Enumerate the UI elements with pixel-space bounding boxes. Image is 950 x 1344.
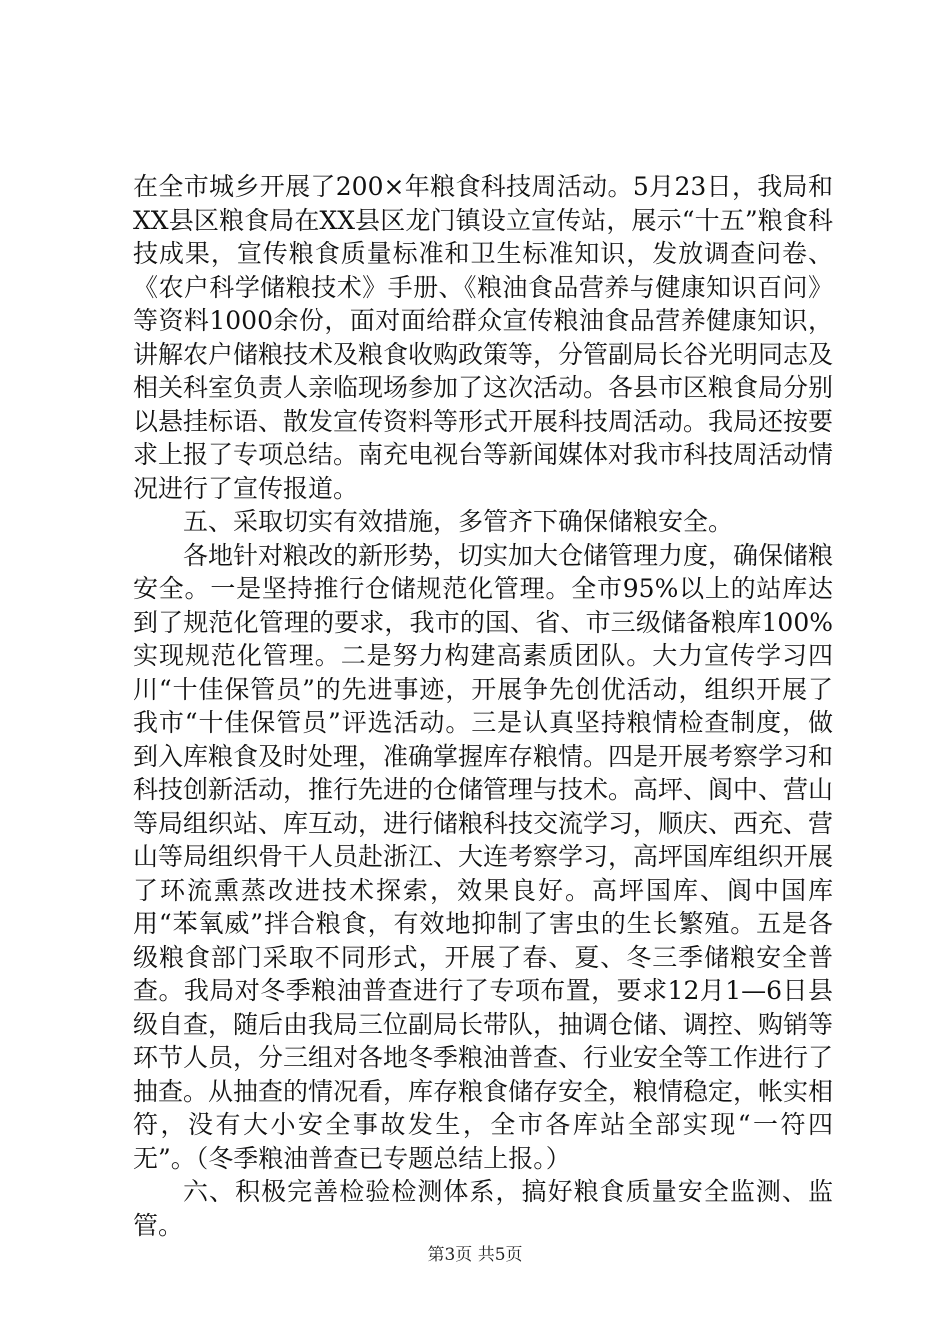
heading-section-six: 六、积极完善检验检测体系，搞好粮食质量安全监测、监管。 (133, 1177, 833, 1240)
page-number-footer: 第3页 共5页 (427, 1245, 523, 1265)
document-body (133, 170, 833, 1242)
heading-section-five: 五、采取切实有效措施，多管齐下确保储粮安全。 (183, 507, 734, 536)
paragraph-storage-safety: 各地针对粮改的新形势，切实加大仓储管理力度，确保储粮安全。一是坚持推行仓储规范化管理。全市95%以上的站库达到了规范化管理的要求，我市的国、省、市三级储备粮库100%实现规范化管理。二是努力构建高素质团队。大力宣传学习四川“十佳保管员”的先进事迹，开展争先创优活动，组织开展了我市“十佳保管员”评选活动。三是认真坚持粮情检查制度，做到入库粮食及时处理，准确掌握库存粮情。四是开展考察学习和科技创新活动，推行先进的仓储管理与技术。高坪、阆中、营山等局组织站、库互动，进行储粮科技交流学习，顺庆、西充、营山等局组织骨干人员赴浙江、大连考察学习，高坪国库组织开展了环流熏蒸改进技术探索，效果良好。高坪国库、阆中国库用“苯氧威”拌合粮食，有效地抑制了害虫的生长繁殖。五是各级粮食部门采取不同形式，开展了春、夏、冬三季储粮安全普查。我局对冬季粮油普查进行了专项布置，要求12月1—6日县级自查，随后由我局三位副局长带队，抽调仓储、调控、购销等环节人员，分三组对各地冬季粮油普查、行业安全等工作进行了抽查。从抽查的情况看，库存粮食储存安全，粮情稳定，帐实相符，没有大小安全事故发生，全市各库站全部实现“一符四无”。（冬季粮油普查已专题总结上报。） (133, 540, 834, 1173)
paragraph-activity-week: 在全市城乡开展了200×年粮食科技周活动。5月23日，我局和XX县区粮食局在XX县区龙门镇设立宣传站，展示“十五”粮食科技成果，宣传粮食质量标准和卫生标准知识，发放调查问卷、《农户科学储粮技术》手册、《粮油食品营养与健康知识百问》等资料1000余份，面对面给群众宣传粮油食品营养健康知识，讲解农户储粮技术及粮食收购政策等，分管副局长谷光明同志及相关科室负责人亲临现场参加了这次活动。各县市区粮食局分别以悬挂标语、散发宣传资料等形式开展科技周活动。我局还按要求上报了专项总结。南充电视台等新闻媒体对我市科技周活动情况进行了宣传报道。 (133, 172, 834, 503)
